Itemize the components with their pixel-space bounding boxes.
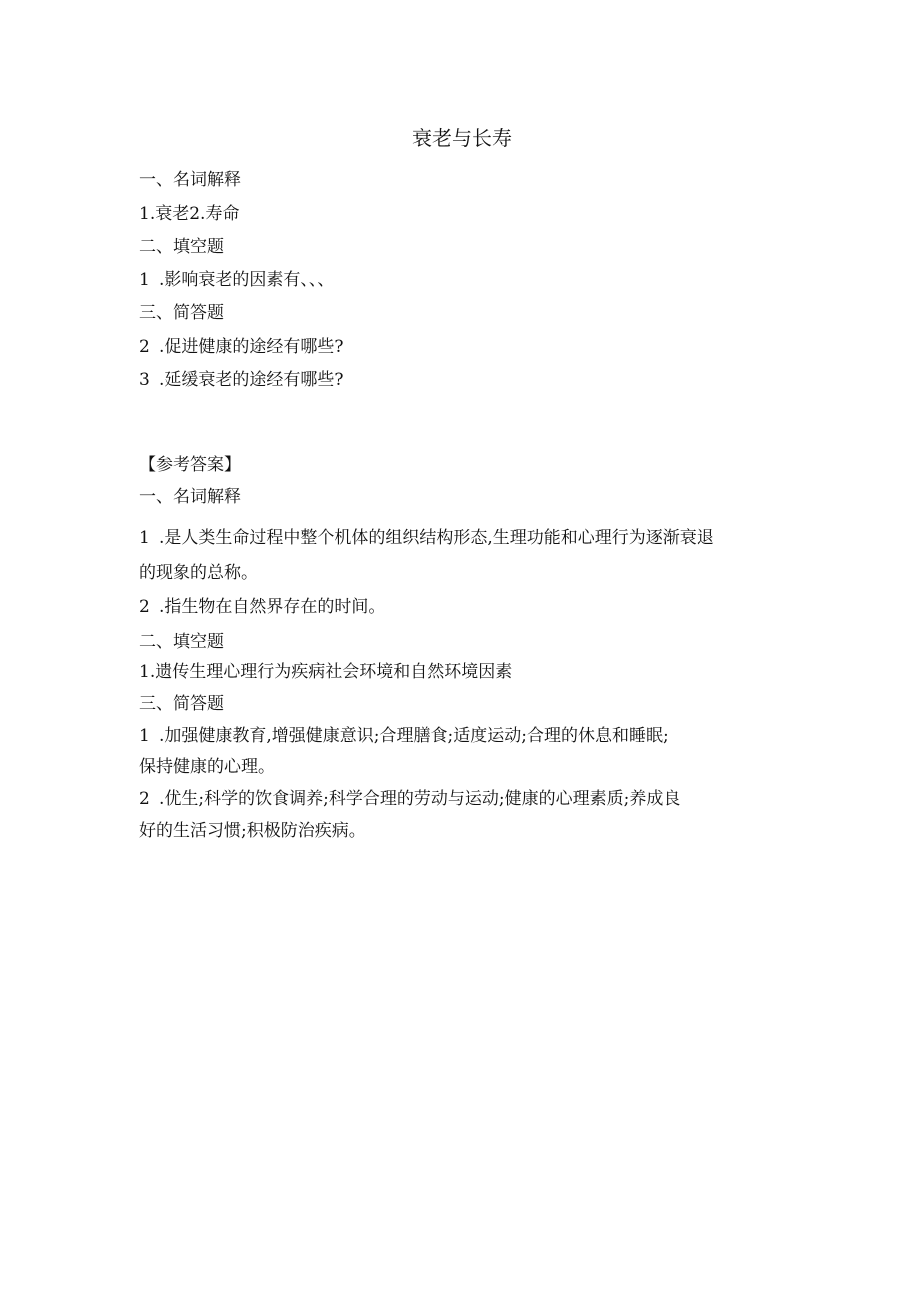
answer-text: .指生物在自然界存在的时间。 [159, 597, 386, 617]
answer-number: 2 [139, 789, 150, 809]
short-answer-2-line1 [139, 789, 680, 809]
question-text: .促进健康的途经有哪些? [159, 337, 344, 357]
question-text: .影响衰老的因素有、、、 [159, 270, 335, 290]
question-number: 1 [139, 270, 150, 290]
section-heading-terms: 一、名词解释 [139, 170, 241, 190]
answer-section-short-answer: 三、简答题 [139, 694, 224, 714]
answer-key-heading: 【参考答案】 [139, 455, 241, 475]
fill-question-1 [139, 270, 334, 290]
question-number: 2 [139, 337, 150, 357]
answer-text: .优生;科学的饮食调养;科学合理的劳动与运动;健康的心理素质;养成良 [159, 789, 681, 809]
terms-list: 1.衰老2.寿命 [139, 204, 240, 224]
question-number: 3 [139, 370, 150, 390]
answer-section-fill: 二、填空题 [139, 632, 224, 652]
short-answer-1-line2: 保持健康的心理。 [139, 757, 275, 777]
answer-number: 1 [139, 726, 150, 746]
section-heading-fill: 二、填空题 [139, 237, 224, 257]
answer-section-terms: 一、名词解释 [139, 487, 241, 507]
short-answer-1-line1 [139, 726, 669, 746]
short-answer-2-line2: 好的生活习惯;积极防治疾病。 [139, 821, 366, 841]
fill-answer: 1.遗传生理心理行为疾病社会环境和自然环境因素 [139, 662, 513, 682]
answer-term-1-line1 [139, 528, 714, 548]
answer-term-1-line2: 的现象的总称。 [139, 563, 258, 583]
document-title: 衰老与长寿 [412, 126, 512, 150]
short-answer-question-2 [139, 337, 344, 357]
section-heading-short-answer: 三、简答题 [139, 303, 224, 323]
short-answer-question-3 [139, 370, 344, 390]
answer-text: .加强健康教育,增强健康意识;合理膳食;适度运动;合理的休息和睡眠; [159, 726, 669, 746]
question-text: .延缓衰老的途经有哪些? [159, 370, 344, 390]
answer-term-2 [139, 597, 385, 617]
answer-number: 1 [139, 528, 150, 548]
answer-number: 2 [139, 597, 150, 617]
answer-text: .是人类生命过程中整个机体的组织结构形态,生理功能和心理行为逐渐衰退 [159, 528, 714, 548]
